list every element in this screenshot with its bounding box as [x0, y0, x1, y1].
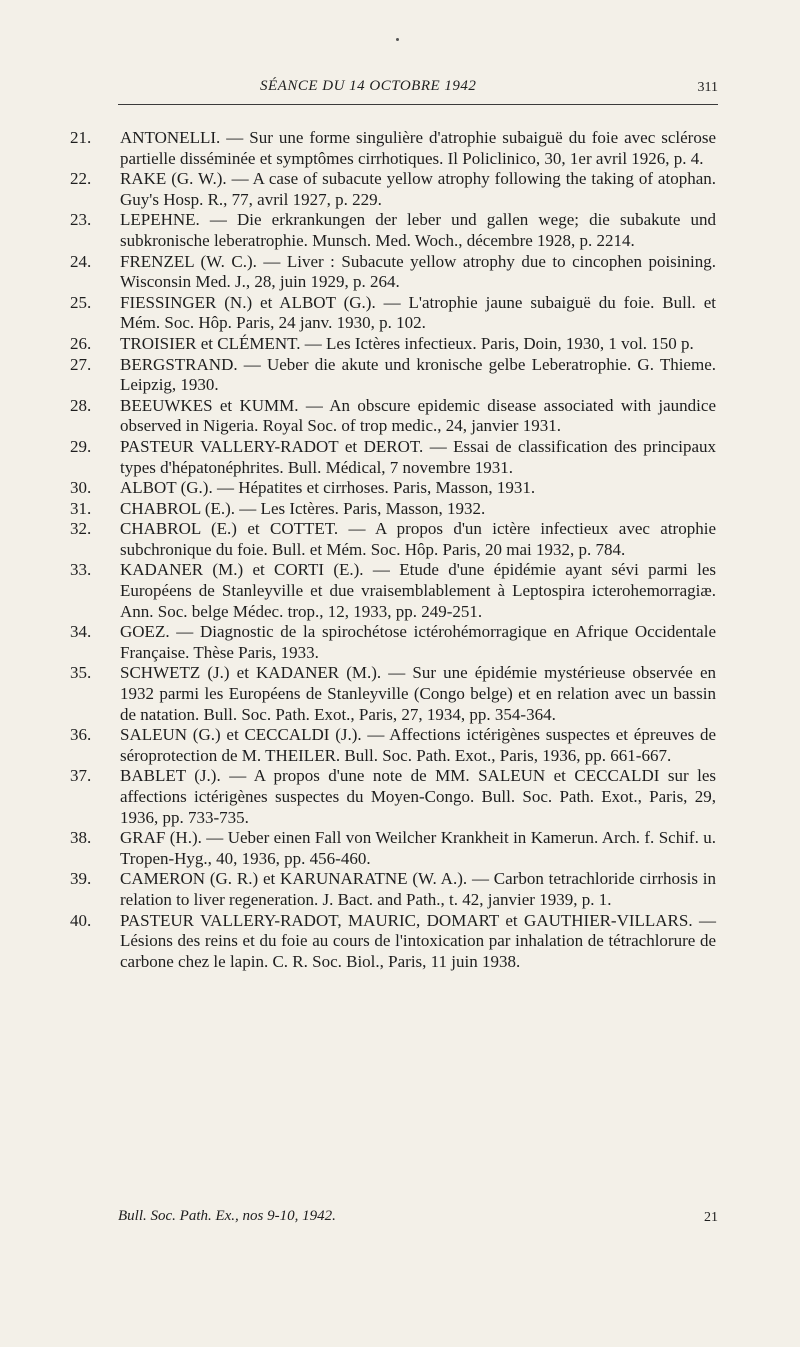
reference-entry — [70, 355, 716, 396]
reference-text: CHABROL (E.) et COTTET. — A propos d'un ictère infectieux avec atrophie subchronique du foie. Bull. et Mém. Soc. Hôp. Paris, 20 mai 1932, p. 784. — [120, 519, 716, 559]
reference-entry — [70, 396, 716, 437]
print-speck — [396, 38, 399, 41]
reference-entry — [70, 560, 716, 622]
reference-number: 34. — [70, 622, 92, 642]
reference-entry — [70, 911, 716, 973]
reference-number: 28. — [70, 395, 92, 415]
reference-number: 39. — [70, 869, 92, 889]
reference-number: 23. — [70, 210, 92, 230]
reference-text: KADANER (M.) et CORTI (E.). — Etude d'une épidémie ayant sévi parmi les Européens de Stanleyville et due vraisemblablement à Leptospira icterohemorragiæ. Ann. Soc. belge Médec. trop., 12, 1933, pp. 249-251. — [120, 560, 716, 621]
reference-number: 33. — [70, 560, 92, 580]
reference-text: TROISIER et CLÉMENT. — Les Ictères infectieux. Paris, Doin, 1930, 1 vol. 150 p. — [120, 333, 694, 353]
header-rule — [118, 104, 718, 105]
reference-text: SALEUN (G.) et CECCALDI (J.). — Affections ictérigènes suspectes et épreuves de séroprotection de M. THEILER. Bull. Soc. Path. Exot., Paris, 1936, pp. 661-667. — [120, 725, 716, 765]
reference-text: FIESSINGER (N.) et ALBOT (G.). — L'atrophie jaune subaiguë du foie. Bull. et Mém. Soc. Hôp. Paris, 24 janv. 1930, p. 102. — [120, 292, 716, 333]
reference-entry — [70, 766, 716, 828]
reference-entry — [70, 478, 716, 499]
page-header — [118, 78, 718, 104]
reference-text: BEEUWKES et KUMM. — An obscure epidemic disease associated with jaundice observed in Nigeria. Royal Soc. of trop medic., 24, janvier 1931. — [120, 395, 716, 436]
reference-text: PASTEUR VALLERY-RADOT, MAURIC, DOMART et GAUTHIER-VILLARS. — Lésions des reins et du foie au cours de l'intoxication par inhalation de tétrachlorure de carbone chez le lapin. C. R. Soc. Biol., Paris, 11 juin 1938. — [120, 910, 716, 971]
reference-number: 31. — [70, 498, 92, 518]
journal-citation: Bull. Soc. Path. Ex., nos 9-10, 1942. — [118, 1208, 336, 1224]
reference-number: 22. — [70, 169, 92, 189]
reference-number: 27. — [70, 354, 92, 374]
reference-number: 21. — [70, 128, 92, 147]
reference-number: 32. — [70, 519, 92, 539]
reference-entry — [70, 252, 716, 293]
reference-list — [70, 128, 716, 972]
reference-entry — [70, 519, 716, 560]
reference-text: GOEZ. — Diagnostic de la spirochétose ictérohémorragique en Afrique Occidentale Française. Thèse Paris, 1933. — [120, 622, 716, 662]
reference-text: PASTEUR VALLERY-RADOT et DEROT. — Essai de classification des principaux types d'hépatonéphrites. Bull. Médical, 7 novembre 1931. — [120, 436, 716, 477]
reference-text: ALBOT (G.). — Hépatites et cirrhoses. Paris, Masson, 1931. — [120, 478, 536, 498]
reference-number: 35. — [70, 663, 92, 683]
reference-text: CAMERON (G. R.) et KARUNARATNE (W. A.). — Carbon tetrachloride cirrhosis in relation to liver regeneration. J. Bact. and Path., t. 42, janvier 1939, p. 1. — [120, 869, 716, 909]
reference-entry — [70, 169, 716, 210]
reference-text: FRENZEL (W. C.). — Liver : Subacute yellow atrophy due to cincophen poisining. Wisconsin Med. J., 28, juin 1929, p. 264. — [120, 251, 716, 292]
reference-entry — [70, 210, 716, 251]
signature-number: 21 — [704, 1210, 718, 1225]
reference-text: LEPEHNE. — Die erkrankungen der leber und gallen wege; die subakute und subkronische leberatrophie. Munsch. Med. Woch., décembre 1928, p. 2214. — [120, 210, 716, 250]
reference-text: CHABROL (E.). — Les Ictères. Paris, Masson, 1932. — [120, 498, 486, 518]
page-number: 311 — [697, 80, 718, 95]
reference-text: ANTONELLI. — Sur une forme singulière d'atrophie subaiguë du foie avec sclérose partielle disséminée et symptômes cirrhotiques. Il Policlinico, 30, 1er avril 1926, p. 4. — [120, 128, 716, 168]
reference-entry — [70, 499, 716, 520]
reference-entry — [70, 725, 716, 766]
reference-number: 29. — [70, 436, 92, 456]
reference-number: 26. — [70, 333, 92, 353]
reference-entry — [70, 622, 716, 663]
reference-number: 25. — [70, 292, 92, 312]
reference-entry — [70, 293, 716, 334]
reference-entry — [70, 334, 716, 355]
reference-text: BERGSTRAND. — Ueber die akute und kronische gelbe Leberatrophie. G. Thieme. Leipzig, 1930. — [120, 354, 716, 395]
reference-text: BABLET (J.). — A propos d'une note de MM. SALEUN et CECCALDI sur les affections ictérigènes suspectes du Moyen-Congo. Bull. Soc. Path. Exot., Paris, 29, 1936, pp. 733-735. — [120, 766, 716, 827]
reference-entry — [70, 869, 716, 910]
page-footer — [118, 1208, 718, 1232]
reference-text: GRAF (H.). — Ueber einen Fall von Weilcher Krankheit in Kamerun. Arch. f. Schif. u. Tropen-Hyg., 40, 1936, pp. 456-460. — [120, 828, 716, 868]
reference-text: SCHWETZ (J.) et KADANER (M.). — Sur une épidémie mystérieuse observée en 1932 parmi les Européens de Stanleyville (Congo belge) et en relation avec un bassin de natation. Bull. Soc. Path. Exot., Paris, 27, 1934, pp. 354-364. — [120, 663, 716, 724]
reference-entry — [70, 663, 716, 725]
reference-number: 36. — [70, 725, 92, 745]
reference-text: RAKE (G. W.). — A case of subacute yellow atrophy following the taking of atophan. Guy's Hosp. R., 77, avril 1927, p. 229. — [120, 169, 716, 209]
reference-number: 24. — [70, 251, 92, 271]
reference-number: 37. — [70, 766, 92, 786]
reference-number: 30. — [70, 478, 92, 498]
reference-entry — [70, 828, 716, 869]
reference-number: 38. — [70, 828, 92, 848]
reference-entry — [70, 437, 716, 478]
reference-entry — [70, 128, 716, 169]
running-title: SÉANCE DU 14 OCTOBRE 1942 — [260, 78, 477, 94]
reference-number: 40. — [70, 910, 92, 930]
